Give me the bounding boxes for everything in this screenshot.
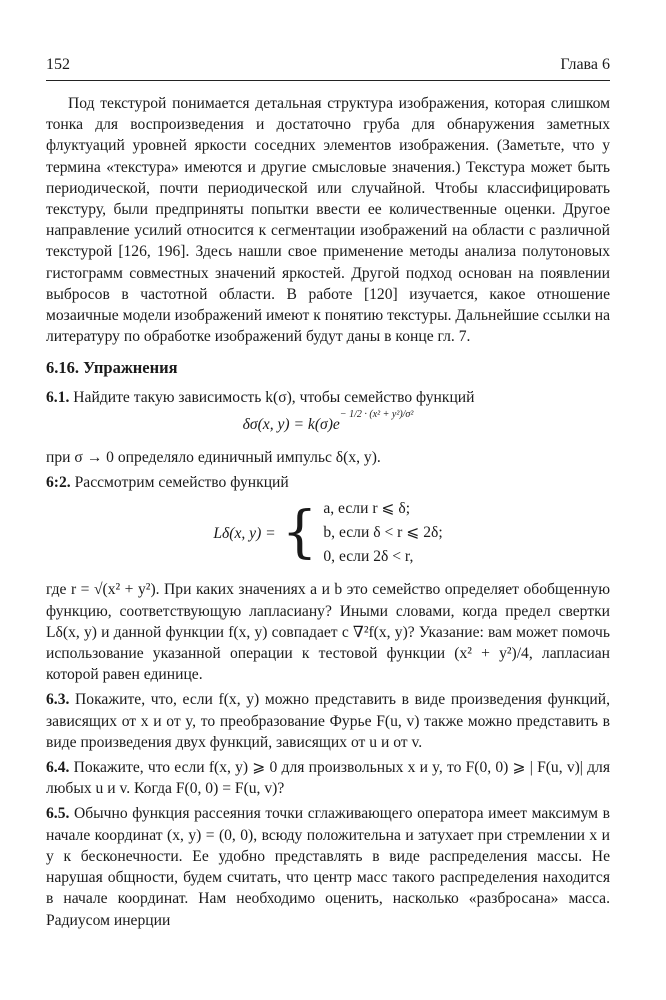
exercise-6-4	[46, 757, 610, 799]
page-header	[46, 56, 610, 78]
exercise-6-3	[46, 689, 610, 753]
exercise-text: Обычно функция рассеяния точки сглаживающего оператора имеет максимум в начале координат (x, y) = (0, 0), всюду положительна и затухает при стремлении x и y к бесконечности. Ее удобно представлять в виде распределения массы. Не нарушая общности, будем считать, что центр масс такого распределения находится в начале координат. Нам необходимо оценить, насколько «разбросана» масса. Радиусом инерции	[46, 805, 610, 929]
exercise-text: Покажите, что если f(x, y) ⩾ 0 для произвольных x и y, то F(0, 0) ⩾ | F(u, v)| для любых u и v. Когда F(0, 0) = F(u, v)?	[46, 759, 611, 798]
chapter-title: Глава 6	[560, 56, 610, 73]
page-number: 152	[46, 56, 70, 73]
exercise-number: 6.1.	[46, 388, 70, 406]
exercise-number: 6:2.	[46, 474, 71, 492]
after-formula-2: где r = √(x² + y²). При каких значениях a и b это семейство определяет обобщенную функцию, соответствующую лапласиану? Иными словами, когда предел свертки Lδ(x, y) и данной функции f(x, y) совпадает с ∇²f(x, y)? Указание: вам может помочь использование указанной операции к тестовой функции (x² + y²)/4, лапласиан которой равен единице.	[46, 581, 610, 684]
formula-lhs: δσ(x, y) = k(σ)e	[242, 415, 340, 433]
exercise-text: Покажите, что, если f(x, y) можно представить в виде произведения функций, зависящих от x и от y, то преобразование Фурье F(u, v) также можно представить в виде произведения двух функций, зависящих от u и от v.	[46, 691, 610, 751]
formula-exponent: − 1/2 · (x² + y²)/σ²	[339, 408, 414, 420]
formula-piecewise	[46, 497, 610, 569]
brace-symbol: {	[281, 500, 318, 566]
exercise-number: 6.5.	[46, 805, 70, 823]
page-content	[46, 93, 610, 931]
exercise-number: 6.4.	[46, 759, 70, 777]
piecewise-lhs: Lδ(x, y) =	[213, 524, 276, 542]
header-rule	[46, 80, 610, 81]
formula-delta-sigma	[46, 408, 610, 437]
intro-paragraph: Под текстурой понимается детальная структура изображения, которая слишком тонка для воспроизведения и достаточно груба для обнаружения заметных флуктуаций уровней яркости соседних элементов изображения. (Заметьте, что у термина «текстура» имеются и другие смысловые значения.) Текстура может быть периодической, почти периодической или случайной. Чтобы классифицировать текстуру, были предприняты попытки ввести ее количественные оценки. Другое направление усилий относится к сегментации изображений на области с различной текстурой [126, 196]. Здесь нашли свое применение методы анализа полутоновых гистограмм совместных значений яркостей. Другой подход основан на появлении выбросов в частотной области. В работе [120] изучается, какое отношение мозаичные модели изображений имеют к понятию текстуры. Дальнейшие ссылки на литературу по обработке изображений будут даны в конце гл. 7.	[46, 95, 610, 346]
section-title: 6.16. Упражнения	[46, 358, 178, 378]
case-row: 0, если 2δ < r,	[323, 548, 414, 566]
case-row: b, если δ < r ⩽ 2δ;	[323, 524, 443, 542]
exercise-number: 6.3.	[46, 691, 70, 709]
exercise-6-2	[46, 472, 610, 493]
exercise-6-5	[46, 803, 610, 930]
exercise-text: Найдите такую зависимость k(σ), чтобы семейство функций	[73, 388, 475, 406]
after-formula-1: при σ → 0 определяло единичный импульс δ(x, y).	[46, 449, 381, 467]
piecewise-cases	[323, 497, 442, 569]
case-row: a, если r ⩽ δ;	[323, 500, 411, 518]
exercise-text: Рассмотрим семейство функций	[74, 474, 289, 492]
exercise-6-1	[46, 387, 610, 408]
